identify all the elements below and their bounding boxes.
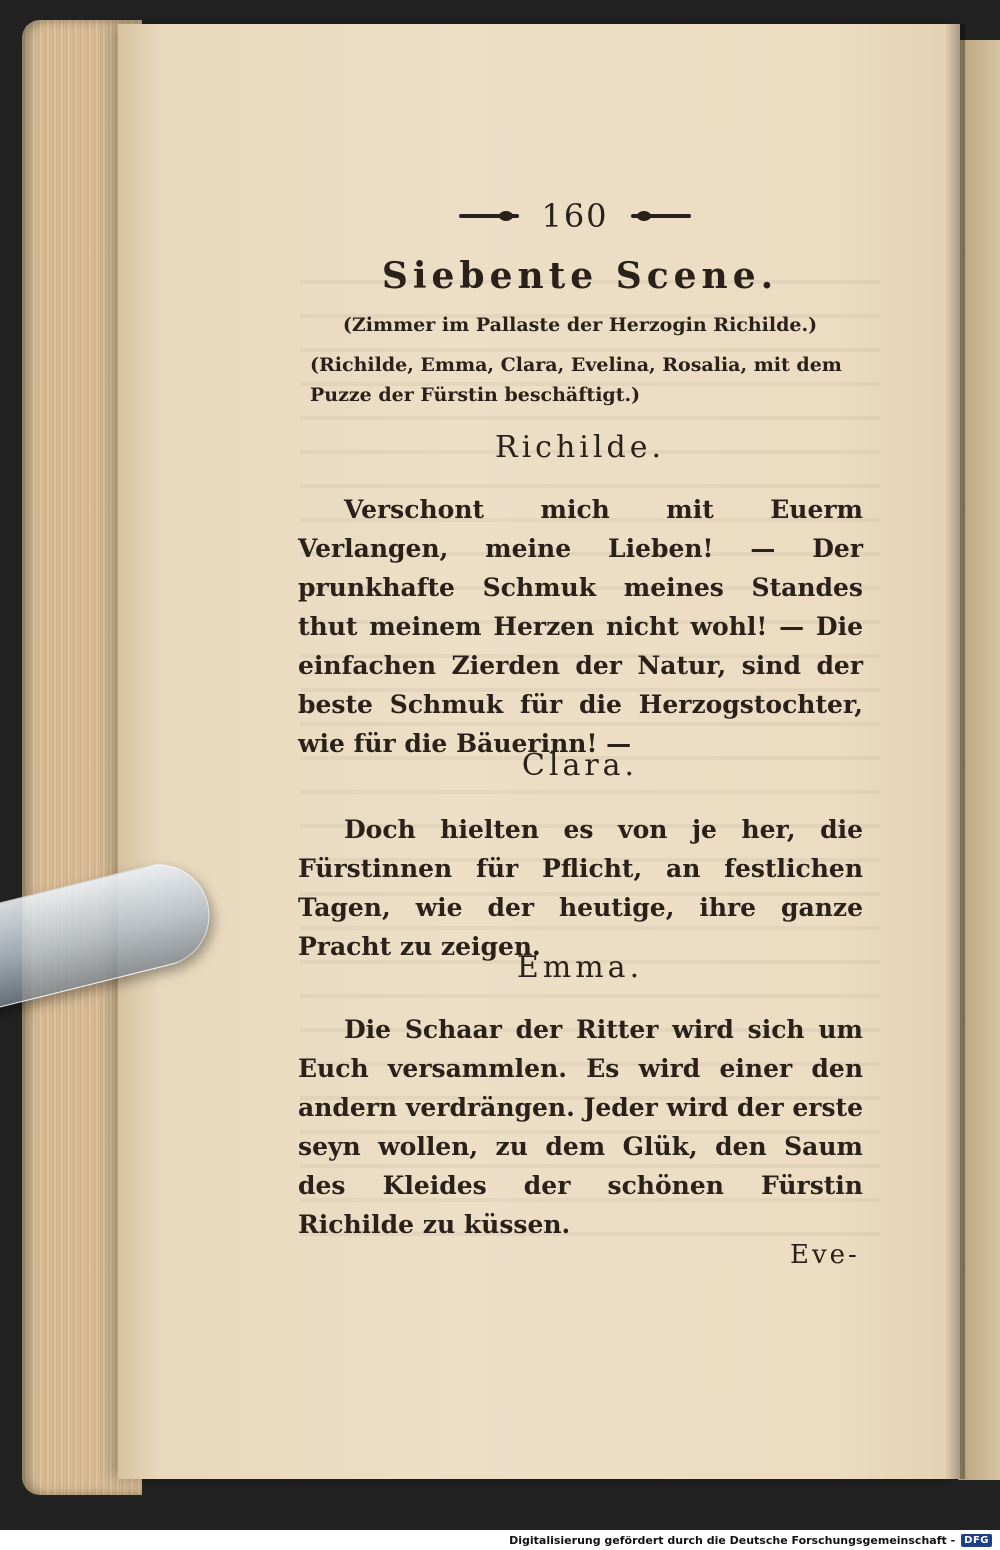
speech-text: Die Schaar der Ritter wird sich um Euch versammlen. Es wird einer den andern verdrängen. Jeder wird der erste seyn wollen, zu dem Glük, den Saum des Kleides der schönen Fürstin Richilde zu küssen. xyxy=(298,1015,863,1239)
funding-note: Digitalisierung gefördert durch die Deutsche Forschungsgemeinschaft - xyxy=(509,1533,956,1547)
speech-text: Verschont mich mit Euerm Verlangen, meine Lieben! — Der prunkhafte Schmuk meines Standes thut meinem Herzen nicht wohl! — Die einfachen Zierden der Natur, sind der beste Schmuk für die Herzogstochter, wie für die Bäuerinn! — xyxy=(298,495,863,758)
speech-paragraph xyxy=(298,490,863,763)
page-number: 160 xyxy=(541,197,609,235)
stage-direction-characters: (Richilde, Emma, Clara, Evelina, Rosalia, mit dem Puzze der Fürstin beschäftigt.) xyxy=(310,354,842,406)
speech-paragraph xyxy=(298,1010,863,1244)
speaker-name: Richilde. xyxy=(495,430,665,465)
speech-paragraph xyxy=(298,810,863,966)
page-header xyxy=(430,196,720,236)
speaker-name: Emma. xyxy=(516,950,644,985)
spine-shadow xyxy=(945,24,965,1479)
scene-title: Siebente Scene. xyxy=(381,255,779,297)
speaker-name: Clara. xyxy=(521,748,639,783)
footer-bar xyxy=(0,1530,1000,1550)
header-ornament-left xyxy=(459,214,519,218)
catchword: Eve- xyxy=(790,1240,860,1270)
stage-direction-setting: (Zimmer im Pallaste der Herzogin Richilde.) xyxy=(342,314,818,336)
dfg-logo-icon: DFG xyxy=(961,1534,992,1547)
header-ornament-right xyxy=(631,214,691,218)
speech-text: Doch hielten es von je her, die Fürstinnen für Pflicht, an festlichen Tagen, wie der heutige, ihre ganze Pracht zu zeigen. xyxy=(298,815,863,961)
